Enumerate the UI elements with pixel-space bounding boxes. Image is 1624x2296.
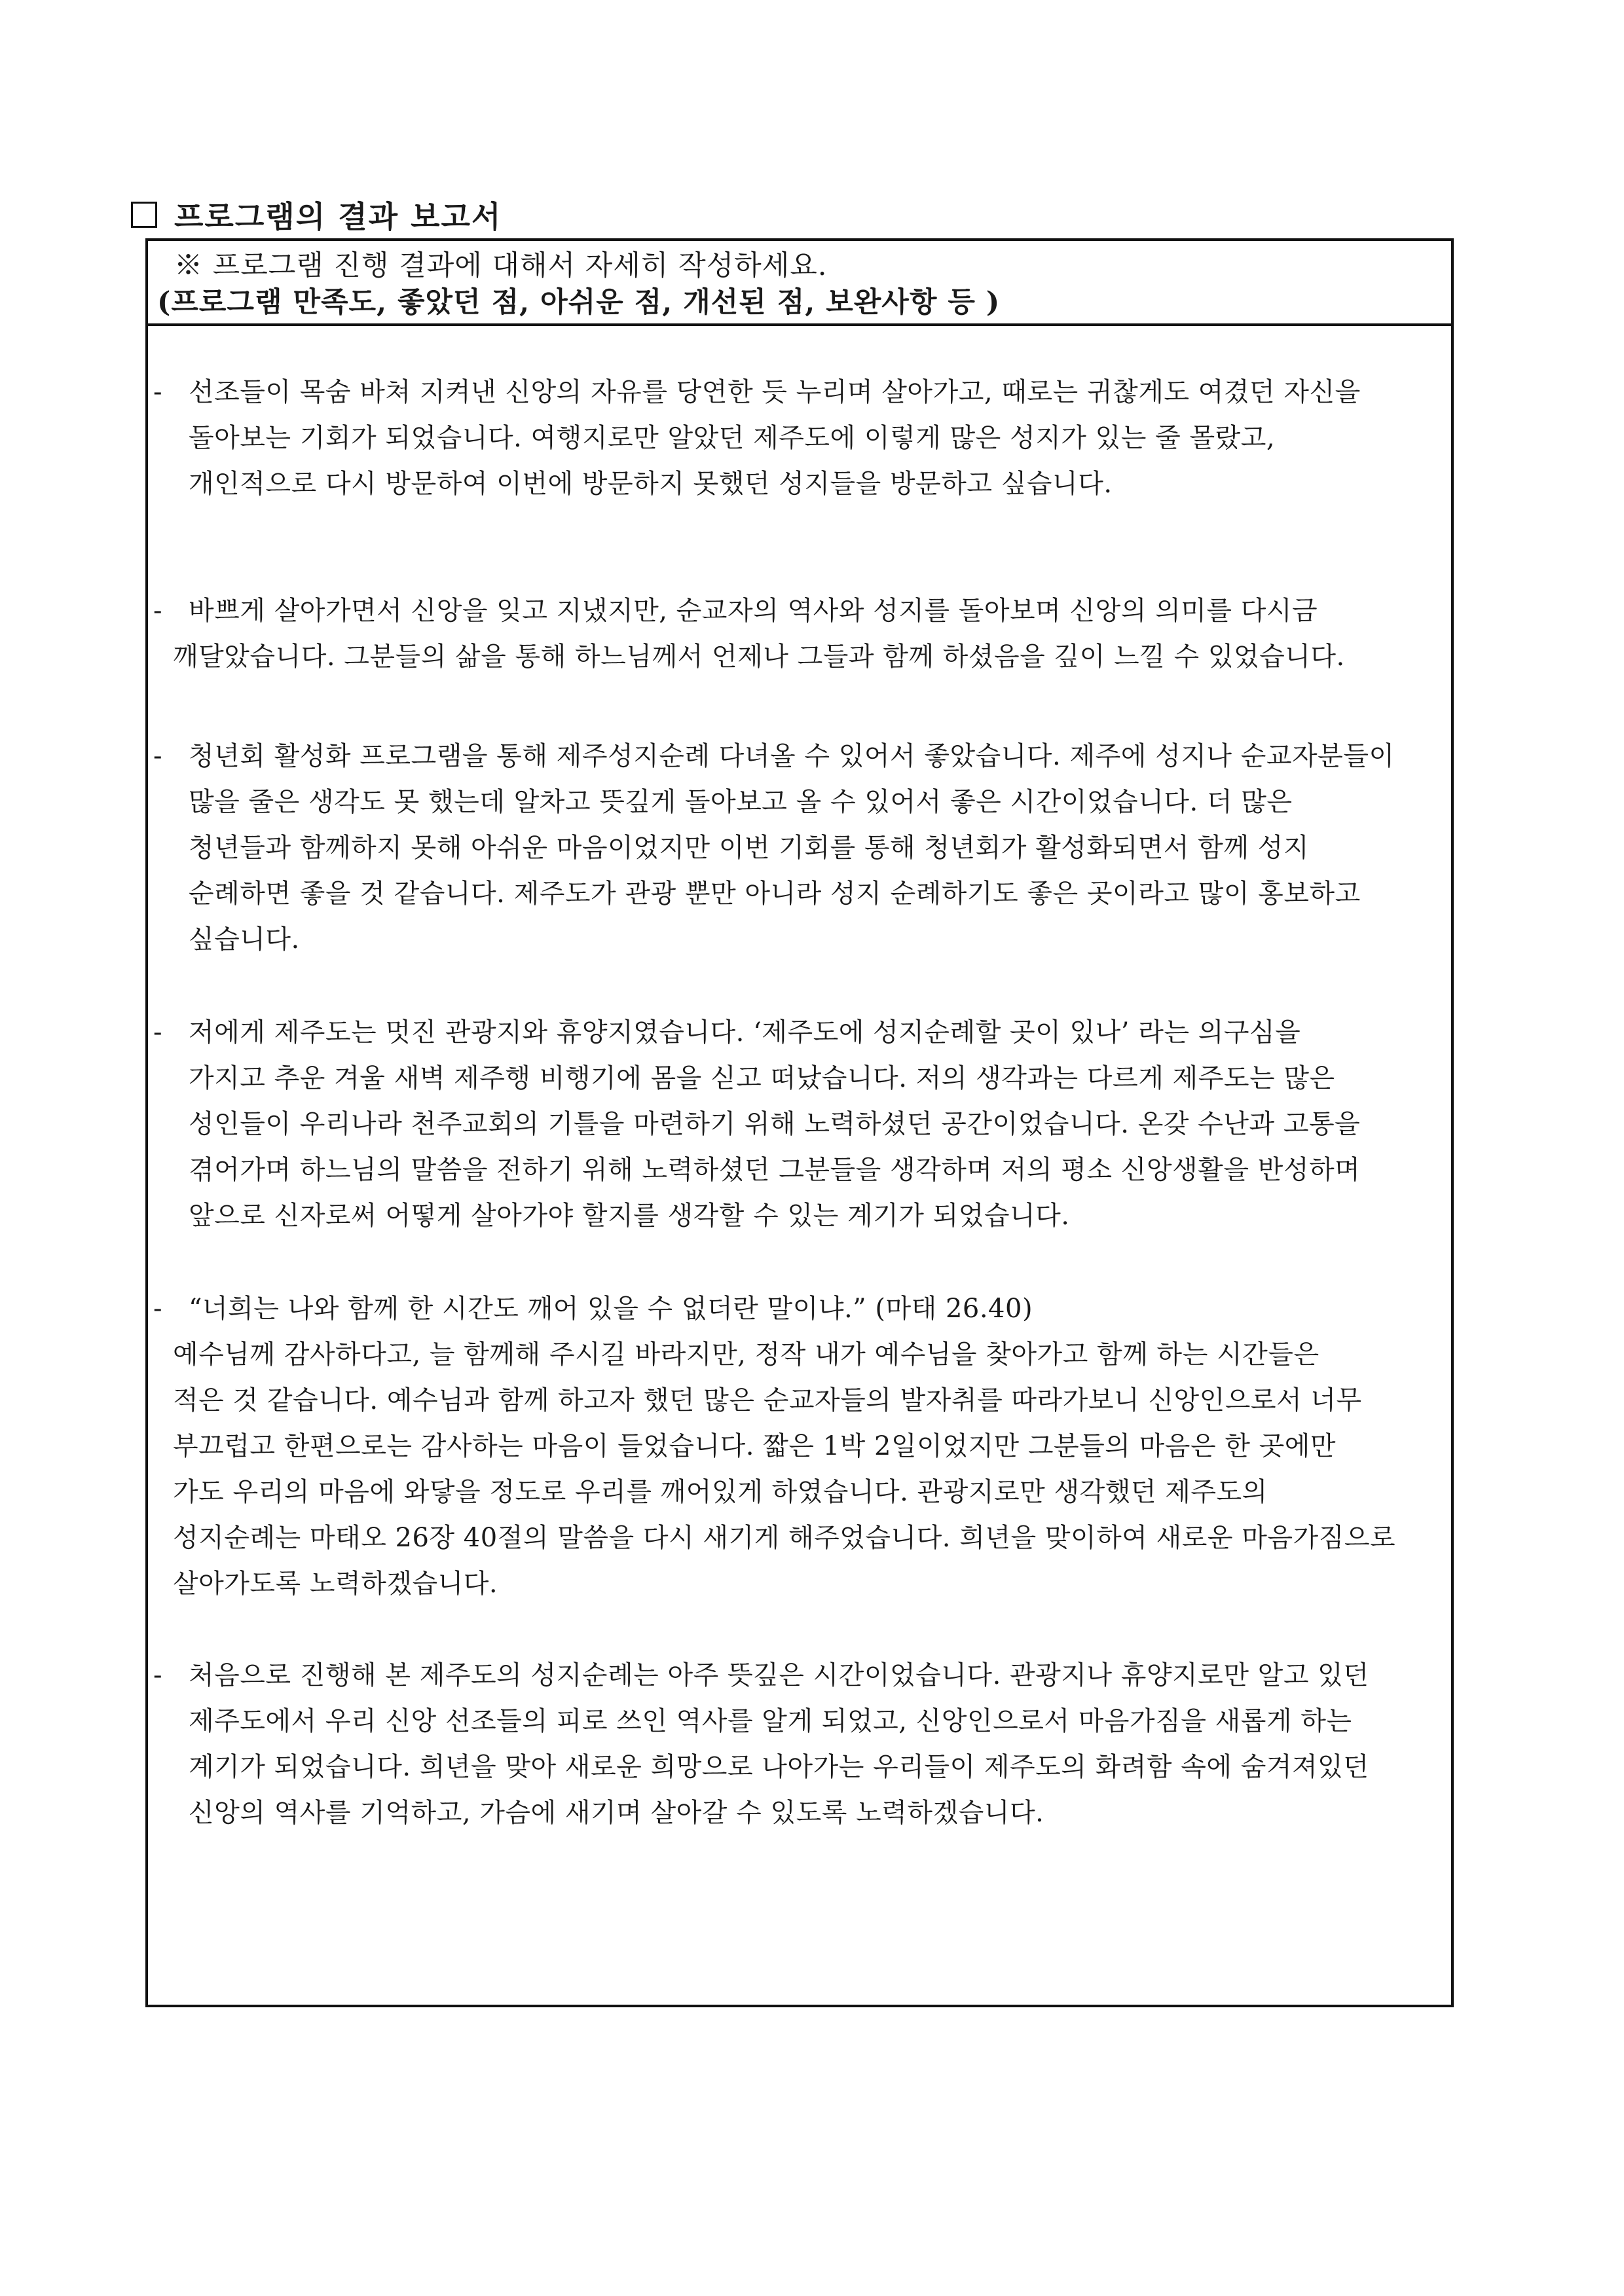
entry-line: 제주도에서 우리 신앙 선조들의 피로 쓰인 역사를 알게 되었고, 신앙인으로서 마음가짐을 새롭게 하는 bbox=[189, 1706, 1352, 1736]
bullet-dash: - bbox=[153, 741, 163, 771]
entry-line: 적은 것 같습니다. 예수님과 함께 하고자 했던 많은 순교자들의 발자취를 따라가보니 신앙인으로서 너무 bbox=[173, 1385, 1362, 1415]
report-box-header bbox=[148, 241, 1451, 326]
report-entry-3 bbox=[153, 733, 1443, 962]
page-title bbox=[131, 189, 502, 241]
entry-line: - 바쁘게 살아가면서 신앙을 잊고 지냈지만, 순교자의 역사와 성지를 돌아보며 신앙의 의미를 다시금 bbox=[153, 588, 1443, 634]
entry-line: - 청년회 활성화 프로그램을 통해 제주성지순례 다녀올 수 있어서 좋았습니다. 제주에 성지나 순교자분들이 bbox=[153, 733, 1443, 779]
bullet-dash: - bbox=[153, 596, 163, 626]
entry-line: 살아가도록 노력하겠습니다. bbox=[173, 1569, 498, 1599]
entry-line: 싶습니다. bbox=[189, 924, 300, 955]
entry-line: - 처음으로 진행해 본 제주도의 성지순례는 아주 뜻깊은 시간이었습니다. 관광지나 휴양지로만 알고 있던 bbox=[153, 1652, 1443, 1698]
checkbox-icon bbox=[131, 202, 157, 228]
entry-line: 성지순례는 마태오 26장 40절의 말씀을 다시 새기게 해주었습니다. 희년을 맞이하여 새로운 마음가짐으로 bbox=[173, 1523, 1396, 1553]
entry-line: 계기가 되었습니다. 희년을 맞아 새로운 희망으로 나아가는 우리들이 제주도의 화려함 속에 숨겨져있던 bbox=[189, 1752, 1369, 1782]
entry-line: 순례하면 좋을 것 같습니다. 제주도가 관광 뿐만 아니라 성지 순례하기도 좋은 곳이라고 많이 홍보하고 bbox=[189, 879, 1361, 909]
report-entry-2 bbox=[153, 588, 1443, 680]
report-entry-5 bbox=[153, 1286, 1443, 1607]
entry-line: 청년들과 함께하지 못해 아쉬운 마음이었지만 이번 기회를 통해 청년회가 활성화되면서 함께 성지 bbox=[189, 833, 1309, 863]
entry-line: 돌아보는 기회가 되었습니다. 여행지로만 알았던 제주도에 이렇게 많은 성지가 있는 줄 몰랐고, bbox=[189, 423, 1276, 453]
entry-line: - 저에게 제주도는 멋진 관광지와 휴양지였습니다. ‘제주도에 성지순례할 곳이 있나’ 라는 의구심을 bbox=[153, 1010, 1443, 1055]
report-entry-1 bbox=[153, 369, 1443, 507]
entry-line: 개인적으로 다시 방문하여 이번에 방문하지 못했던 성지들을 방문하고 싶습니다. bbox=[189, 469, 1113, 499]
section-title-text: 프로그램의 결과 보고서 bbox=[174, 199, 502, 234]
report-box bbox=[145, 238, 1454, 2007]
bullet-dash: - bbox=[153, 1294, 163, 1324]
entry-line: 많을 줄은 생각도 못 했는데 알차고 뜻깊게 돌아보고 올 수 있어서 좋은 시간이었습니다. 더 많은 bbox=[189, 787, 1293, 817]
entry-line: 예수님께 감사하다고, 늘 함께해 주시길 바라지만, 정작 내가 예수님을 찾아가고 함께 하는 시간들은 bbox=[173, 1339, 1320, 1370]
bullet-dash: - bbox=[153, 1017, 163, 1048]
instruction-text: ※ 프로그램 진행 결과에 대해서 자세히 작성하세요. bbox=[174, 249, 828, 282]
bullet-dash: - bbox=[153, 1660, 163, 1690]
report-entry-4 bbox=[153, 1010, 1443, 1239]
entry-line: - “너희는 나와 함께 한 시간도 깨어 있을 수 없더란 말이냐.” (마태 26.40) bbox=[153, 1286, 1443, 1332]
entry-line: 부끄럽고 한편으로는 감사하는 마음이 들었습니다. 짧은 1박 2일이었지만 그분들의 마음은 한 곳에만 bbox=[173, 1431, 1337, 1461]
entry-line: 성인들이 우리나라 천주교회의 기틀을 마련하기 위해 노력하셨던 공간이었습니다. 온갖 수난과 고통을 bbox=[189, 1109, 1361, 1139]
entry-line: 앞으로 신자로써 어떻게 살아가야 할지를 생각할 수 있는 계기가 되었습니다. bbox=[189, 1201, 1070, 1231]
entry-line: 신앙의 역사를 기억하고, 가슴에 새기며 살아갈 수 있도록 노력하겠습니다. bbox=[189, 1798, 1044, 1828]
bullet-dash: - bbox=[153, 377, 163, 407]
criteria-text: (프로그램 만족도, 좋았던 점, 아쉬운 점, 개선된 점, 보완사항 등 ) bbox=[157, 286, 1001, 319]
entry-line: 겪어가며 하느님의 말씀을 전하기 위해 노력하셨던 그분들을 생각하며 저의 평소 신앙생활을 반성하며 bbox=[189, 1155, 1361, 1185]
entry-line: 가지고 추운 겨울 새벽 제주행 비행기에 몸을 싣고 떠났습니다. 저의 생각과는 다르게 제주도는 많은 bbox=[189, 1063, 1335, 1093]
entry-line: - 선조들이 목숨 바쳐 지켜낸 신앙의 자유를 당연한 듯 누리며 살아가고, 때로는 귀찮게도 여겼던 자신을 bbox=[153, 369, 1443, 415]
entry-line: 깨달았습니다. 그분들의 삶을 통해 하느님께서 언제나 그들과 함께 하셨음을 깊이 느낄 수 있었습니다. bbox=[173, 642, 1345, 672]
report-entry-6 bbox=[153, 1652, 1443, 1836]
entry-line: 가도 우리의 마음에 와닿을 정도로 우리를 깨어있게 하였습니다. 관광지로만 생각했던 제주도의 bbox=[173, 1477, 1268, 1507]
